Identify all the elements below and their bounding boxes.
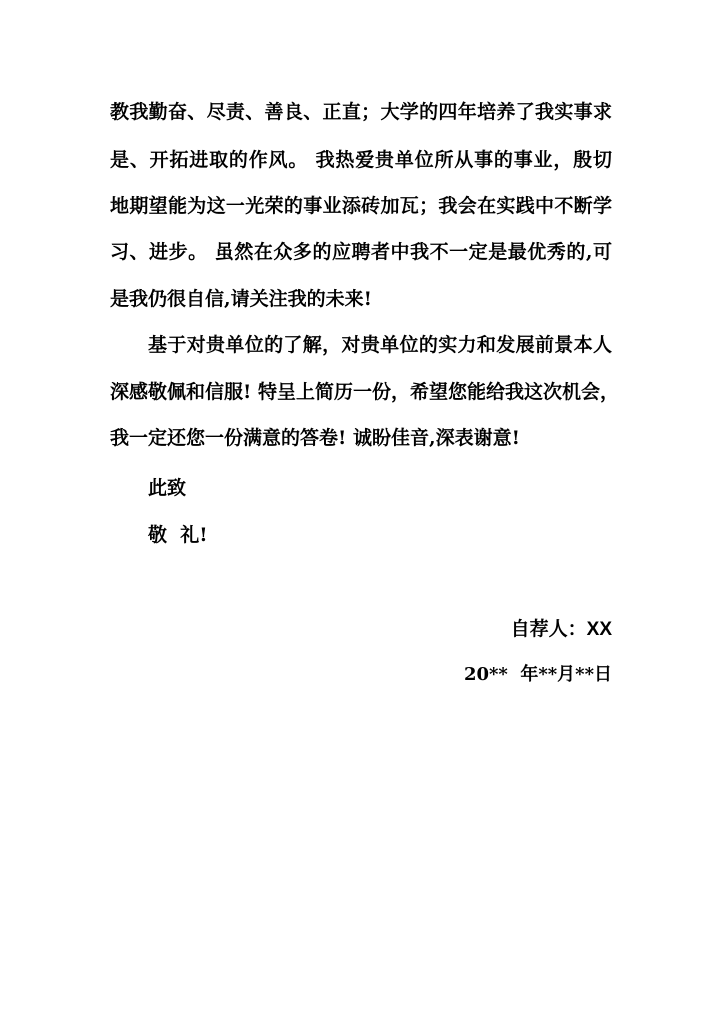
body-line: 深感敬佩和信服! 特呈上简历一份，希望您能给我这次机会， xyxy=(110,381,619,403)
body-line: 是我仍很自信,请关注我的未来! xyxy=(110,288,372,310)
closing-text: 此致 xyxy=(148,477,187,499)
date-text: 20** 年**月**日 xyxy=(463,664,612,685)
signature-label: 自荐人： xyxy=(510,618,587,640)
salutation-text: 敬 礼! xyxy=(148,524,208,546)
signature xyxy=(110,617,612,642)
body-line: 地期望能为这一光荣的事业添砖加瓦；我会在实践中不断学 xyxy=(110,195,612,217)
signature-name: XX xyxy=(586,619,612,640)
body-line: 我一定还您一份满意的答卷! 诚盼佳音,深表谢意! xyxy=(110,427,520,449)
body-line: 是、开拓进取的作风。 我热爱贵单位所从事的事业，殷切 xyxy=(110,149,612,171)
body-line: 教我勤奋、尽责、善良、正直；大学的四年培养了我实事求 xyxy=(110,101,612,123)
body-line: 基于对贵单位的了解，对贵单位的实力和发展前景本人 xyxy=(148,334,612,356)
body-line: 习、进步。 虽然在众多的应聘者中我不一定是最优秀的,可 xyxy=(110,241,612,263)
